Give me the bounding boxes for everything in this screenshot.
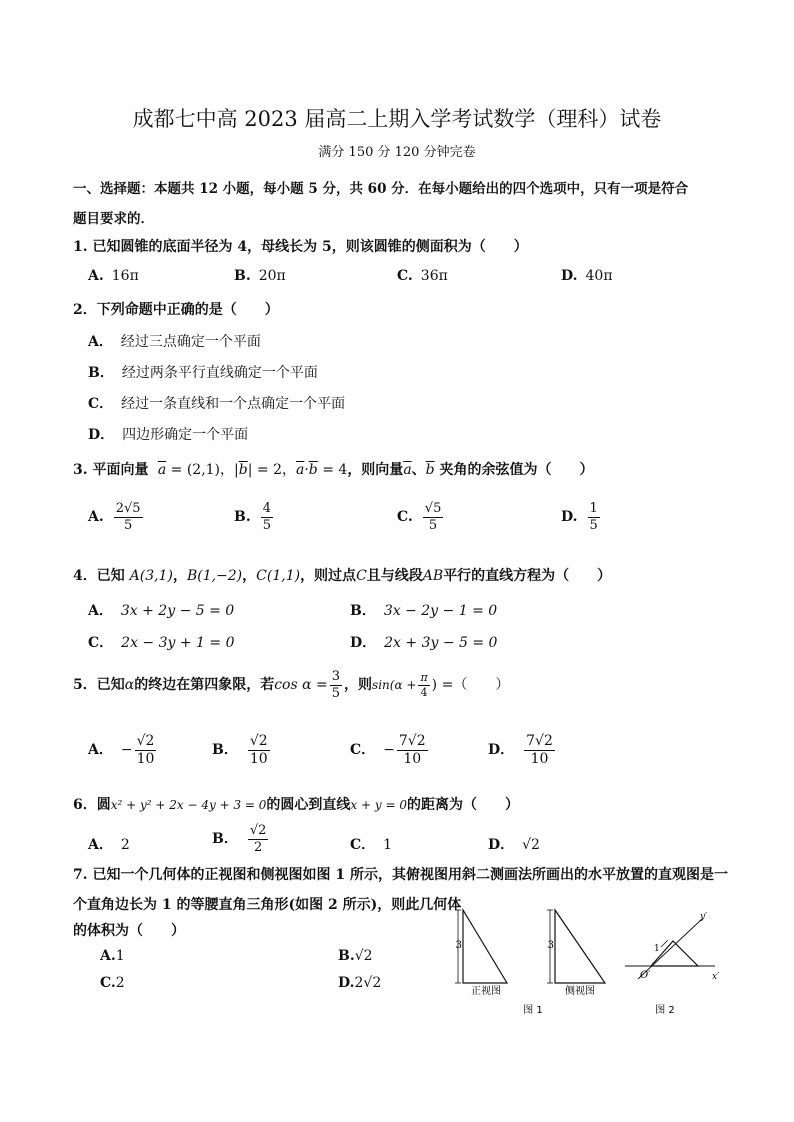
q6-option-d: D． √2	[488, 837, 540, 853]
q7-option-b: B.√2	[338, 948, 373, 964]
q5-option-d: D． $\frac{7√2}{10}$	[488, 733, 553, 767]
section-heading-line2: 题目要求的．	[73, 211, 154, 227]
q7-figures	[450, 895, 740, 1025]
y-axis-label: y′	[700, 912, 708, 922]
page-subtitle: 满分 150 分 120 分钟完卷	[318, 145, 476, 160]
question-7-line3: 的体积为（ ）	[73, 923, 185, 939]
figure-1-caption: 图 1	[523, 1005, 543, 1016]
q4-option-b: B． 3x − 2y − 1 = 0	[350, 603, 498, 619]
figure-2-caption: 图 2	[655, 1005, 675, 1016]
side-view-height: 3	[547, 940, 554, 951]
q1-option-a: A. 16π	[88, 268, 139, 284]
q2-option-d: D． 四边形确定一个平面	[88, 427, 249, 443]
q7-option-a: A.1	[100, 948, 125, 964]
q7-option-c: C.2	[100, 975, 125, 991]
front-view-label: 正视图	[471, 986, 501, 997]
q5-option-c: C． − $\frac{7√2}{10}$	[350, 733, 426, 767]
question-1-stem: 1. 已知圆锥的底面半径为 4，母线长为 5，则该圆锥的侧面积为（ ）	[73, 239, 528, 255]
front-view-height: 3	[455, 940, 462, 951]
side-view-figure	[547, 910, 605, 997]
q1-option-d: D. 40π	[561, 268, 613, 284]
oblique-length-label: 1	[654, 944, 660, 954]
q2-option-c: C． 经过一条直线和一个点确定一个平面	[88, 396, 346, 412]
section-heading-line1: 一、选择题：本题共 12 小题，每小题 5 分，共 60 分．在每小题给出的四个选项中，只有一项是符合	[73, 181, 689, 197]
q2-option-a: A． 经过三点确定一个平面	[88, 334, 261, 350]
q4-option-a: A． 3x + 2y − 5 = 0	[88, 603, 235, 619]
side-view-triangle	[555, 910, 605, 983]
q2-option-b: B． 经过两条平行直线确定一个平面	[88, 365, 318, 381]
q5-option-a: A． − $\frac{√2}{10}$	[88, 733, 155, 767]
question-6-stem: 6．圆x² + y² + 2x − 4y + 3 = 0的圆心到直线x + y = 0的距离为（ ）	[73, 797, 519, 813]
question-7-line1: 7. 已知一个几何体的正视图和侧视图如图 1 所示，其俯视图用斜二测画法所画出的水平放置的直观图是一	[73, 867, 728, 883]
q7-option-d: D.2√2	[338, 975, 382, 991]
question-5-stem: 5．已知α的终边在第四象限，若cos α = $\frac{3}{5}$ ，则sin(α + $\frac{\pi}{4}$ ) =（ ）	[73, 669, 510, 701]
q6-option-b: B． $\frac{√2}{2}$	[212, 823, 267, 855]
side-view-label: 侧视图	[565, 986, 595, 997]
q3-option-d: D. $\frac{1}{5}$	[561, 501, 598, 533]
page-title: 成都七中高 2023 届高二上期入学考试数学（理科）试卷	[132, 107, 662, 131]
origin-label: O′	[640, 970, 651, 981]
q4-option-c: C． 2x − 3y + 1 = 0	[88, 635, 235, 651]
q5-option-b: B． $\frac{√2}{10}$	[212, 733, 268, 767]
front-view-figure	[455, 910, 507, 997]
q1-option-b: B. 20π	[234, 268, 286, 284]
q3-option-c: C. $\frac{√5}{5}$	[397, 501, 442, 533]
question-7-line2: 个直角边长为 1 的等腰直角三角形(如图 2 所示)，则此几何体	[73, 897, 462, 913]
oblique-view-figure	[625, 912, 719, 982]
q6-option-c: C． 1	[350, 837, 393, 853]
q1-option-c: C. 36π	[397, 268, 448, 284]
q4-option-d: D． 2x + 3y − 5 = 0	[350, 635, 498, 651]
question-3-stem: 3. 平面向量 $\overline{a} = (2,1)$，$|\overline{b}| = 2$，$\overline{a}\cdot\overline{b} = 4$，则向量$\overline{a}$、$\overline{b}$ 夹角的余弦值为（ ）	[73, 462, 594, 478]
x-axis-label: x′	[712, 972, 720, 982]
q6-option-a: A． 2	[88, 837, 130, 853]
q3-option-a: A. $\frac{2√5}{5}$	[88, 501, 141, 533]
front-view-triangle	[463, 910, 507, 983]
question-4-stem: 4．已知 A(3,1)，B(1,−2)，C(1,1)，则过点C且与线段AB平行的直线方程为（ ）	[73, 568, 612, 584]
q3-option-b: B. $\frac{4}{5}$	[234, 501, 271, 533]
question-2-stem: 2．下列命题中正确的是（ ）	[73, 302, 279, 318]
